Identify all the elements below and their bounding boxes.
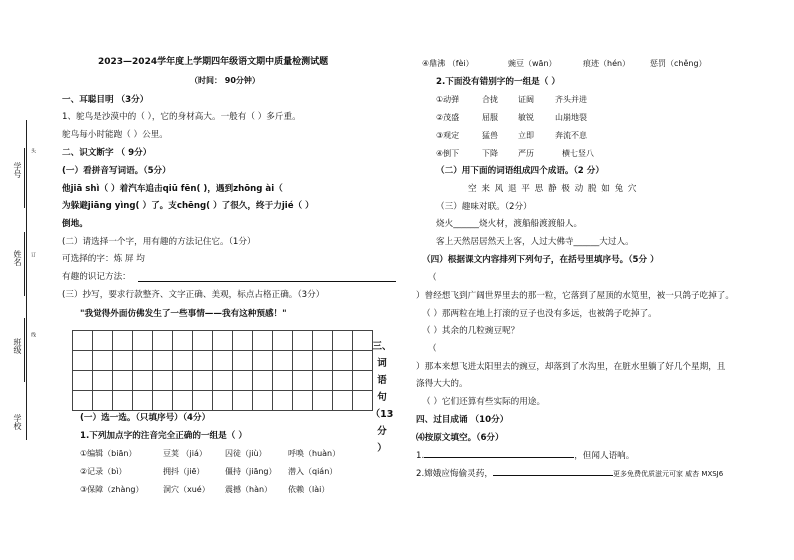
q2-opt3-d: 奔流不息 (555, 131, 587, 140)
q1-option-4b: 豌豆（wān） (508, 59, 557, 68)
binding-mark-ding: 订 (30, 252, 36, 257)
section-3-side-title (362, 338, 402, 457)
order-sentence-2: （ ）那两粒在地上打滚的豆子也没有多远，也被鸽子吃掉了。 (422, 309, 657, 319)
binding-blank-2[interactable] (24, 232, 25, 296)
binding-label-name: 姓名 (13, 250, 22, 266)
q1-option-2b: 拥抖（jiē） (163, 467, 205, 476)
order-sentence-6: （ ）它们还算有些实际的用途。 (422, 397, 546, 407)
q2-opt2-a: ②茂盛 (436, 113, 460, 122)
s4-q2-blank[interactable] (493, 475, 613, 476)
q1-option-3a: ③保障（zhàng） (80, 485, 144, 494)
order-sentence-5: ）那本来想飞进太阳里去的豌豆，却落到了水沟里，在脏水里躺了好几个星期，且 (416, 362, 726, 372)
q1-option-3d: 依赖（lài） (288, 485, 330, 494)
q2-opt3-c: 立即 (518, 131, 534, 140)
s4-q1 (416, 451, 634, 462)
s3-side-char: 三、 (372, 341, 392, 352)
s3-side-char: 分 (377, 426, 387, 437)
s4-q2-tail: 更多免费优质滋元可家 威杏 MXSJ6 (612, 470, 724, 478)
order-open-paren: （ (428, 273, 437, 283)
s2-memo-label: 有趣的识记方法： (62, 272, 131, 282)
binding-mark-xian: 线 (30, 332, 36, 337)
s3-q1: 1.下列加点字的注音完全正确的一组是（ ） (80, 431, 247, 441)
s1-line-1: 1、鸵鸟是沙漠中的（ ），它的身材高大。一般有（ ）多斤重。 (62, 112, 301, 122)
q2-opt1-b: 合拢 (482, 95, 498, 104)
couplet-2: 客上天然居居然天上客，人过大佛寺______大过人。 (436, 237, 634, 247)
s4-q1-number: 1. (416, 451, 425, 461)
order-sentence-5-cont: 涤得大大的。 (416, 379, 468, 389)
s3-side-char: 句 (377, 392, 387, 403)
s4-q2 (416, 469, 723, 480)
q2-opt1-d: 齐头并进 (555, 95, 587, 104)
s3-sub1: (一）选一选。（只填序号）（4分） (80, 413, 211, 423)
q2-opt4-c: 严历 (518, 149, 534, 158)
q1-option-4d: 惩罚（chěng） (650, 59, 707, 68)
q2-opt3-b: 猛兽 (482, 131, 498, 140)
q1-option-2c: 僵持（jiāng） (225, 467, 277, 476)
s3-sub4: （四）根据课文内容排列下列句子，在括号里填序号。（5分 ） (422, 255, 659, 265)
q1-option-4a: ④鼎沸 （fèi） (422, 59, 474, 68)
s2-pinyin-line-2: 为躲避jiāng yìng( ）了。支chēng( ）了很久，终于力jié（ ） (62, 201, 314, 211)
order-open-paren-2: （ (428, 344, 437, 354)
s2-pinyin-line: 他jiā shì（ ）着汽车追击qiū fēn( )，遇到zhōng ài（ (62, 184, 283, 194)
q1-option-3c: 震撼（hàn） (225, 485, 273, 494)
q1-option-1a: ①编辑（biān） (80, 449, 137, 458)
s3-side-char: （13 (370, 409, 394, 420)
section-4-title: 四、过目成诵 （10分） (416, 415, 509, 425)
q2-opt2-c: 敏锐 (518, 113, 534, 122)
q1-option-4c: 痕迹（hén） (583, 59, 631, 68)
s2-memo-answer-line[interactable] (138, 281, 396, 282)
s4-sub: ⑷按原文填空。（6分） (416, 433, 504, 443)
order-sentence-1: ）曾经想飞到广阔世界里去的那一粒，它落到了屋顶的水笕里，被一只鸽子吃掉了。 (416, 291, 734, 301)
q1-option-1c: 囚徒（jiù） (225, 449, 267, 458)
q2-opt2-b: 屈服 (482, 113, 498, 122)
copy-writing-grid[interactable] (72, 330, 373, 411)
s3-side-char: ） (377, 443, 387, 454)
q2-opt4-d: 横七竖八 (562, 149, 594, 158)
binding-mark-tou: 头 (30, 148, 36, 153)
q1-option-1b: 豆荚 （jiá） (163, 449, 207, 458)
q2-opt3-a: ③观定 (436, 131, 460, 140)
q2-opt2-d: 山崩地裂 (555, 113, 587, 122)
couplet-1: 烧火______烧火材，渡船船渡渡船人。 (436, 219, 583, 229)
s4-q1-tail: ，但闻人语响。 (574, 451, 635, 461)
q1-option-3b: 洞穴（xué） (163, 485, 210, 494)
binding-label-school: 学校 (13, 414, 22, 430)
binding-label-student-id: 学号 (13, 162, 22, 178)
q1-option-2d: 潜入（qián） (288, 467, 338, 476)
q1-option-1d: 呼唤（huàn） (288, 449, 341, 458)
q2-opt1-c: 证阔 (518, 95, 534, 104)
order-sentence-3: （ ）其余的几粒豌豆呢？ (422, 326, 520, 336)
s3-side-char: 语 (377, 375, 387, 386)
s2-char-choices: 可选择的字：炼 屏 均 (62, 254, 145, 264)
s2-sub2: (二）请选择一个字，用有趣的方法记住它。（1分） (62, 237, 256, 247)
s2-pinyin-line-3: 倒地。 (62, 219, 88, 229)
section-1-title: 一、耳聪目明 （3分） (62, 95, 149, 105)
q2-opt4-a: ④倒下 (436, 149, 460, 158)
s3-sub3: （三）趣味对联。（2分） (436, 202, 532, 212)
s2-sub3: (三）抄写，要求行款整齐、文字正确、美观，标点占格正确。（3分） (62, 290, 325, 300)
s1-line-2: 鸵鸟每小时能跑（ ）公里。 (62, 130, 168, 140)
binding-blank-3[interactable] (24, 318, 25, 382)
q2-opt1-a: ①动弹 (436, 95, 460, 104)
binding-label-class: 班级 (13, 338, 22, 354)
binding-line (26, 120, 27, 440)
q1-option-2a: ②记录（bì） (80, 467, 127, 476)
s4-q1-blank[interactable] (424, 457, 574, 458)
s3-sub2: （二）用下面的词语组成四个成语。（2 分） (436, 166, 604, 176)
s2-sub1: (一）看拼音写词语。（5分） (62, 166, 171, 176)
s3-q2: 2.下面没有错别字的一组是（ ） (436, 77, 560, 87)
exam-time: （时间： 90分钟） (190, 76, 260, 85)
binding-blank-1[interactable] (24, 148, 25, 208)
q2-opt4-b: 下降 (482, 149, 498, 158)
section-2-title: 二、识文断字 （ 9分） (62, 148, 152, 158)
s2-copy-quote: "我觉得外面仿佛发生了一些事情——我有这种预感！" (80, 309, 287, 319)
s3-side-char: 词 (377, 358, 387, 369)
s4-q2-prefix: 2.嫦娥应悔偷灵药， (416, 469, 493, 479)
s3-idiom-chars: 空 来 风 退 平 思 静 极 动 脱 如 兔 穴 (468, 184, 638, 194)
exam-title: 2023—2024学年度上学期四年级语文期中质量检测试题 (98, 57, 329, 67)
